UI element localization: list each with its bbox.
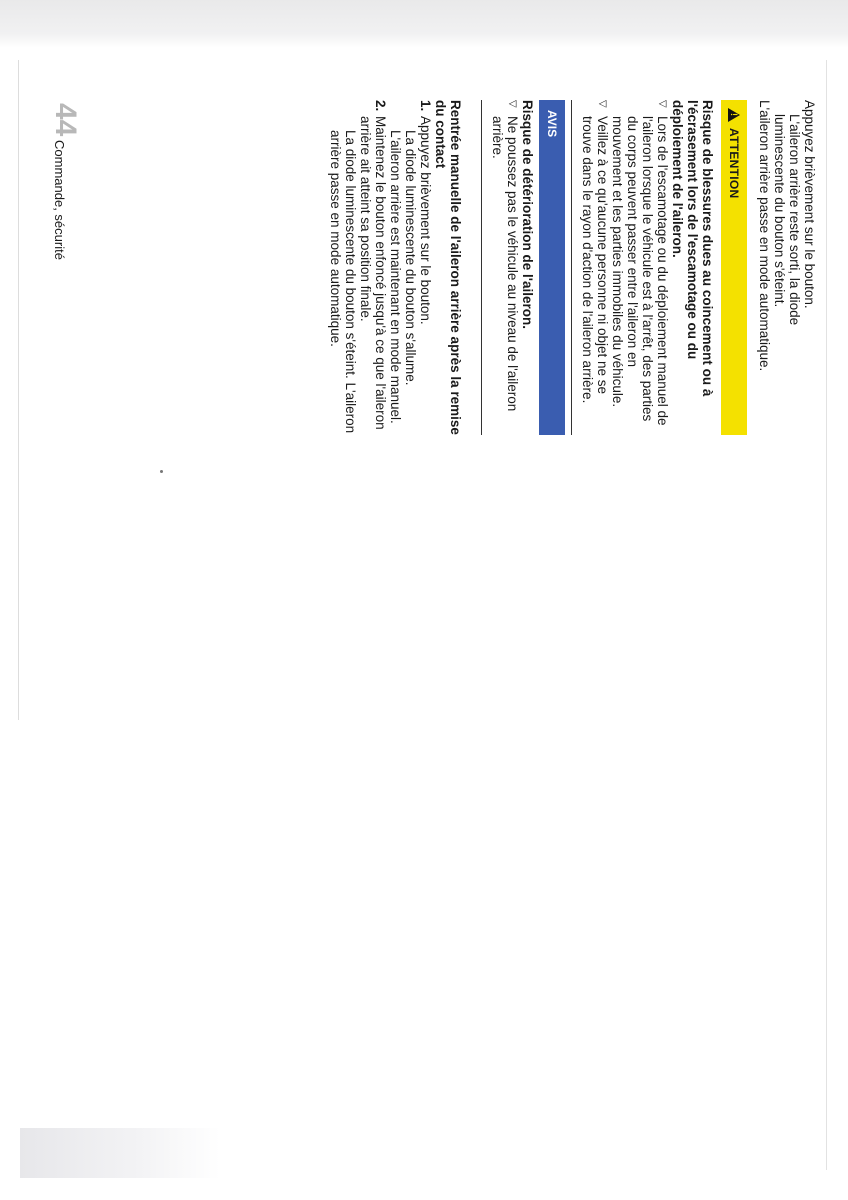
scan-shadow-bottom — [20, 1128, 220, 1178]
avis-banner — [539, 100, 565, 435]
intro-line: L'aileron arrière reste sorti, la diode — [787, 114, 802, 326]
attention-label: ATTENTION — [727, 128, 742, 199]
intro-line: L'aileron arrière passe en mode automatique. — [757, 100, 772, 372]
step-text: Maintenez le bouton enfoncé jusqu'à ce que l'aileron arrière ait atteint sa position finale. — [358, 116, 388, 430]
intro-line: luminescente du bouton s'éteint. — [772, 114, 787, 308]
attention-bullet: ▽ Lors de l'escamotage ou du déploiement manuel de l'aileron lorsque le véhicule est à l'arrêt, des parties du corps peuvent passer entre l'aileron en mouvement et les parties immobiles du véhicule. — [610, 100, 670, 435]
divider — [571, 100, 572, 435]
text-column — [328, 100, 825, 435]
avis-title: Risque de détérioration de l'aileron. — [520, 100, 535, 330]
step-number: 1. — [418, 100, 433, 112]
step-text: Appuyez brièvement sur le bouton. — [418, 116, 433, 325]
intro-line: Appuyez brièvement sur le bouton. — [802, 100, 817, 309]
step-number: 2. — [373, 100, 388, 112]
cropped-line — [819, 100, 825, 435]
divider — [481, 100, 482, 435]
warning-triangle-icon — [728, 108, 740, 122]
step-result: La diode luminescente du bouton s'allume. L'aileron arrière est maintenant en mode manuel. — [388, 130, 418, 424]
page-number: 44 — [49, 103, 82, 137]
page-edge-left — [18, 60, 19, 720]
step-result: La diode luminescente du bouton s'éteint. L'aileron arrière passe en mode automatique. — [328, 130, 358, 434]
rotated-page — [40, 40, 840, 480]
attention-title: Risque de blessures dues au coincement ou à l'écrasement lors de l'escamotage ou du déploiement de l'aileron. — [670, 100, 715, 397]
step-item — [328, 100, 388, 435]
attention-bullet: ▽ Veillez à ce qu'aucune personne ni objet ne se trouve dans le rayon d'action de l'aileron arrière. — [580, 100, 610, 435]
attention-banner — [721, 100, 747, 435]
section-heading: Rentrée manuelle de l'aileron arrière après la remise du contact — [433, 100, 463, 435]
avis-bullet: ▽ Ne poussez pas le véhicule au niveau de l'aileron arrière. — [490, 100, 520, 435]
step-item — [388, 100, 433, 435]
running-footer-title: Commande, sécurité — [52, 140, 67, 260]
avis-label: AVIS — [545, 110, 560, 138]
